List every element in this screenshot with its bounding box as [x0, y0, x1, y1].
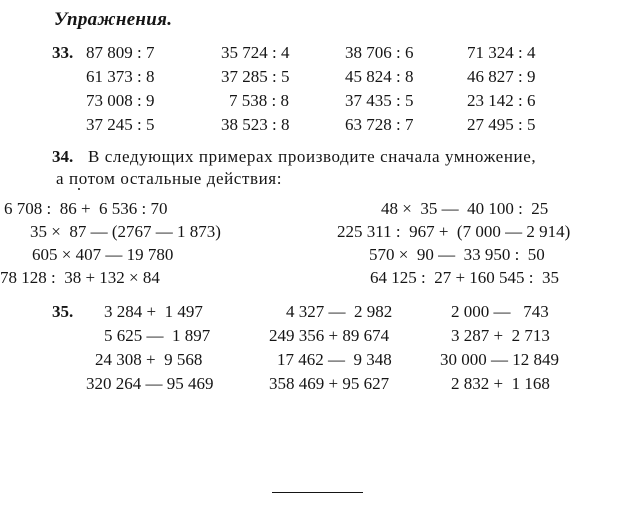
division-problem: 23 142 : 6 [467, 91, 536, 110]
arithmetic-problem: 358 469 + 95 627 [269, 374, 390, 393]
arithmetic-problem: 2 000 — 743 [451, 302, 549, 321]
division-problem: 45 824 : 8 [345, 67, 414, 86]
arithmetic-problem: 30 000 — 12 849 [440, 350, 559, 369]
expression: 64 125 : 27 + 160 545 : 35 [370, 268, 560, 287]
expression: 570 × 90 — 33 950 : 50 [369, 245, 545, 264]
exercise-number: 35. [52, 302, 74, 321]
arithmetic-problem: 5 625 — 1 897 [104, 326, 211, 345]
expression: 78 128 : 38 + 132 × 84 [0, 268, 160, 287]
arithmetic-problem: 17 462 — 9 348 [277, 350, 392, 369]
division-problem: 61 373 : 8 [86, 67, 155, 86]
division-problem: 87 809 : 7 [86, 43, 155, 62]
division-problem: 38 523 : 8 [221, 115, 290, 134]
arithmetic-problem: 320 264 — 95 469 [86, 374, 214, 393]
exercise-number: 33. [52, 43, 74, 62]
expression: 48 × 35 — 40 100 : 25 [381, 199, 549, 218]
instruction-line: а потом остальные действия: [56, 169, 283, 188]
division-problem: 73 008 : 9 [86, 91, 155, 110]
division-problem: 37 245 : 5 [86, 115, 155, 134]
arithmetic-problem: 24 308 + 9 568 [95, 350, 203, 369]
section-heading: Упражнения. [54, 9, 173, 30]
page-divider [272, 492, 363, 493]
expression: 605 × 407 — 19 780 [32, 245, 174, 264]
arithmetic-problem: 2 832 + 1 168 [451, 374, 550, 393]
exercise-number: 34. [52, 147, 74, 166]
arithmetic-problem: 3 287 + 2 713 [451, 326, 550, 345]
expression: 6 708 : 86 + 6 536 : 70 [4, 199, 168, 218]
division-problem: 63 728 : 7 [345, 115, 414, 134]
arithmetic-problem: 249 356 + 89 674 [269, 326, 390, 345]
division-problem: 71 324 : 4 [467, 43, 536, 62]
division-problem: 46 827 : 9 [467, 67, 536, 86]
division-problem: 27 495 : 5 [467, 115, 536, 134]
division-problem: 7 538 : 8 [229, 91, 289, 110]
division-problem: 37 285 : 5 [221, 67, 290, 86]
arithmetic-problem: 3 284 + 1 497 [104, 302, 203, 321]
print-speck [78, 188, 80, 190]
arithmetic-problem: 4 327 — 2 982 [286, 302, 393, 321]
division-problem: 37 435 : 5 [345, 91, 414, 110]
expression: 225 311 : 967 + (7 000 — 2 914) [337, 222, 571, 241]
expression: 35 × 87 — (2767 — 1 873) [30, 222, 221, 241]
instruction-line: В следующих примерах производите сначала умножение, [88, 147, 537, 166]
division-problem: 38 706 : 6 [345, 43, 414, 62]
division-problem: 35 724 : 4 [221, 43, 290, 62]
